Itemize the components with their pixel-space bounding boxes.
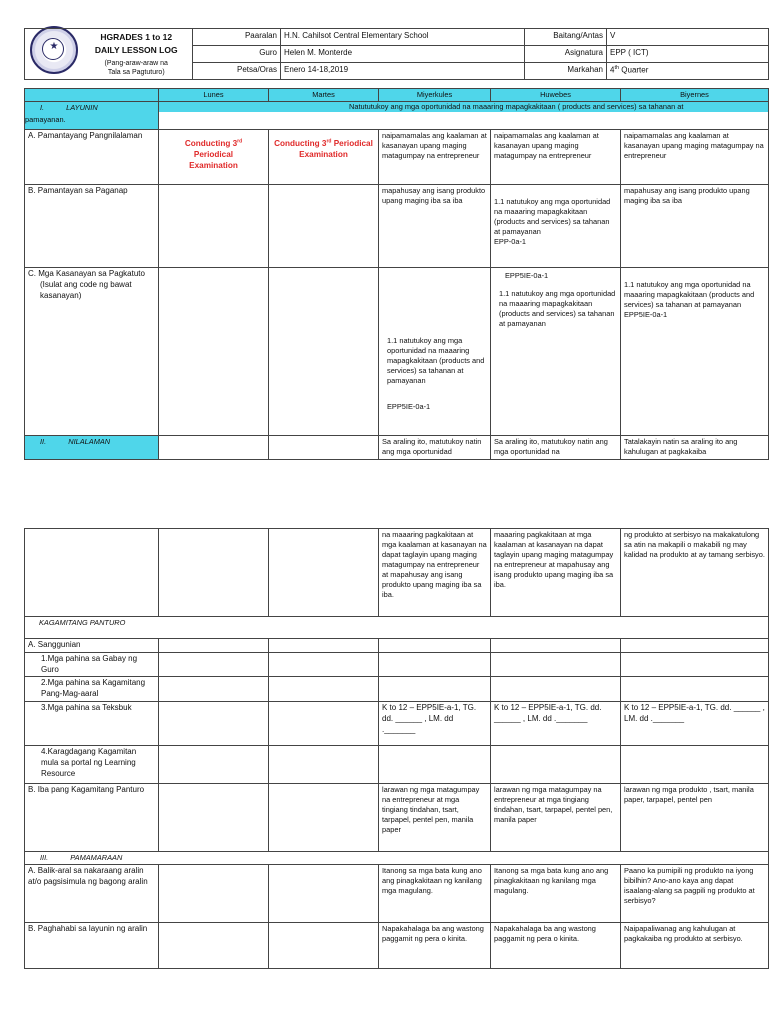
asignatura-value: EPP ( ICT) [607,45,769,62]
paghahabi-biyernes: Naipapaliwanag ang kahulugan at pagkakaiba ng produkto at serbisyo. [621,922,769,968]
pamantayang-text-huwebes: naipamamalas ang kaalaman at kasanayan upang maging matagumpay na entrepreneur [491,129,621,184]
pa-lunes [159,864,269,922]
balik-aral-label: A. Balik-aral sa nakaraang aralin at/o pagsisimula ng bagong aralin [25,864,159,922]
pamantayan-paganap-label: B. Pamantayan sa Paganap [25,184,159,267]
dll-subtitle-2: Tala sa Pagtuturo) [107,69,165,77]
baitang-label: Baitang/Antas [525,29,607,46]
paganap-martes [269,184,379,267]
balik-aral-miyerkules: Itanong sa mga bata kung ano ang pinagkakitaan ng kanilang mga magulang. [379,864,491,922]
day-header-huwebes: Huwebes [491,89,621,102]
iba-pang-kagamitan-label: B. Iba pang Kagamitang Panturo [25,783,159,851]
g2-martes [269,677,379,702]
header-table [24,28,769,80]
g1-martes [269,652,379,677]
lesson-log-title [81,29,193,80]
g2-biy [621,677,769,702]
day-header-martes: Martes [269,89,379,102]
petsa-value: Enero 14-18,2019 [281,62,525,79]
kasanayan-martes [269,267,379,435]
sang-martes [269,639,379,653]
nilalaman-header: II. NILALAMAN [25,435,159,459]
b-lunes [159,783,269,851]
guro-value: Helen M. Monterde [281,45,525,62]
nilalaman-lunes [159,435,269,459]
dll-subtitle-1: (Pang-araw-araw na [104,59,168,67]
g3-lunes [159,701,269,745]
pamantayang-text-biyernes: naipamamalas ang kaalaman at kasanayan upang maging matagumpay na entrepreneur [621,129,769,184]
layunin-header: I. LAYUNIN [25,101,159,129]
teksbuk-ref-huwebes: K to 12 – EPP5IE-a-1, TG. dd. ______ , LM. dd ._______ [491,701,621,745]
g2-miy [379,677,491,702]
g1-lunes [159,652,269,677]
iba-pang-kagamitan-huwebes: larawan ng mga matagumpay na entrepreneur at mga tingiang tindahan, tsart, tarpapel, pentel pen, manila paper [491,783,621,851]
paaralan-label: Paaralan [193,29,281,46]
lesson-table-page-1 [24,88,769,460]
g2-huw [491,677,621,702]
g1-miy [379,652,491,677]
paghahabi-miyerkules: Napakahalaga ba ang wastong paggamit ng pera o kinita. [379,922,491,968]
nilalaman-huwebes: Sa araling ito, matutukoy natin ang mga oportunidad na [491,435,621,459]
deped-seal-logo: ★ [30,26,78,74]
kasanayan-miyerkules: 1.1 natutukoy ang mga oportunidad na maaaring mapagkakitaan (products and services) sa tahanan at pamayanan EPP5IE-0a-1 [379,267,491,435]
nilalaman-miyerkules: Sa araling ito, matutukoy natin ang mga oportunidad [379,435,491,459]
kasanayan-huwebes: EPP5IE-0a-1 1.1 natutukoy ang mga oportunidad na maaaring mapagkakitaan (products and services) sa tahanan at pamayanan [491,267,621,435]
sang-huw [491,639,621,653]
cont-lunes [159,529,269,617]
iba-pang-kagamitan-miyerkules: larawan ng mga matagumpay na entrepreneur at mga tingiang tindahan, tsart, tarpapel, pentel pen, manila paper [379,783,491,851]
sanggunian-label: A. Sanggunian [25,639,159,653]
g1-huw [491,652,621,677]
kagamitang-panturo-header: KAGAMITANG PANTURO [25,617,769,639]
kasanayan-biyernes: 1.1 natutukoy ang mga oportunidad na maaaring mapagkakitaan (products and services) sa tahanan at pamayanan EPP5IE-0a-1 [621,267,769,435]
teksbuk-ref-miyerkules: K to 12 – EPP5IE-a-1, TG. dd. ______ , LM. dd ._______ [379,701,491,745]
nilalaman-martes [269,435,379,459]
pa-martes [269,864,379,922]
layunin-text: Natututukoy ang mga oportunidad na maaaring mapagkakitaan ( products and services) sa tahanan at pamayanan. [159,101,769,129]
dll-title: DAILY LESSON LOG [94,45,178,56]
pb-martes [269,922,379,968]
day-header-lunes: Lunes [159,89,269,102]
guro-label: Guro [193,45,281,62]
sang-lunes [159,639,269,653]
paganap-miyerkules: mapahusay ang isang produkto upang maging iba sa iba [379,184,491,267]
balik-aral-huwebes: Itanong sa mga bata kung ano ang pinagkakitaan ng kanilang mga magulang. [491,864,621,922]
nilalaman-biyernes: Tatalakayin natin sa araling ito ang kahulugan at pagkakaiba [621,435,769,459]
exam-note-lunes: Conducting 3rd Periodical Examination [159,129,269,184]
lesson-table-page-2 [24,528,769,969]
pb-lunes [159,922,269,968]
cont-miyerkules: na maaaring pagkakitaan at mga kaalaman at kasanayan na dapat taglayin upang maging matagumpay na entrepreneur at mapahusay ang isang produkto upang maging iba sa iba. [379,529,491,617]
g4-martes [269,745,379,783]
teksbuk-ref-biyernes: K to 12 – EPP5IE-a-1, TG. dd. ______ , LM. dd ._______ [621,701,769,745]
g4-lunes [159,745,269,783]
kagamitang-mag-aaral-label: 2.Mga pahina sa Kagamitang Pang-Mag-aaral [25,677,159,702]
pamantayang-text-miyerkules: naipamamalas ang kaalaman at kasanayan upang maging matagumpay na entrepreneur [379,129,491,184]
cont-huwebes: maaaring pagkakitaan at mga kaalaman at kasanayan na dapat taglayin upang maging matagumpay na entrepreneur at mapahusay ang isang produkto upang maging iba sa iba. [491,529,621,617]
b-martes [269,783,379,851]
cont-biyernes: ng produkto at serbisyo na makakatulong sa atin na makapili o makabili ng may kalidad na produkto at ay tamang serbisyo. [621,529,769,617]
pamantayang-pangnilalaman-label: A. Pamantayang Pangnilalaman [25,129,159,184]
grades-label: HGRADES 1 to 12 [100,32,173,42]
day-header-miyerkules: Miyerkules [379,89,491,102]
asignatura-label: Asignatura [525,45,607,62]
seal-cell [25,29,81,80]
petsa-label: Petsa/Oras [193,62,281,79]
balik-aral-biyernes: Paano ka pumipili ng produkto na iyong bibilhin? Ano-ano kaya ang dapat isaalang-alang sa pagpili ng produkto at serbisyo? [621,864,769,922]
markahan-label: Markahan [525,62,607,79]
exam-note-martes: Conducting 3rd Periodical Examination [269,129,379,184]
g4-miy [379,745,491,783]
gabay-guro-label: 1.Mga pahina sa Gabay ng Guro [25,652,159,677]
markahan-value: 4th Quarter [607,62,769,79]
g1-biy [621,652,769,677]
kasanayan-label: C. Mga Kasanayan sa Pagkatuto (Isulat ang code ng bawat kasanayan) [25,267,159,435]
sang-biy [621,639,769,653]
cont-label [25,529,159,617]
iba-pang-kagamitan-biyernes: larawan ng mga produkto , tsart, manila paper, tarpapel, pentel pen [621,783,769,851]
g2-lunes [159,677,269,702]
day-header-biyernes: Biyernes [621,89,769,102]
corner-cell [25,89,159,102]
sang-miy [379,639,491,653]
paaralan-value: H.N. Cahilsot Central Elementary School [281,29,525,46]
paghahabi-huwebes: Napakahalaga ba ang wastong paggamit ng pera o kinita. [491,922,621,968]
cont-martes [269,529,379,617]
teksbuk-label: 3.Mga pahina sa Teksbuk [25,701,159,745]
g4-huw [491,745,621,783]
paganap-lunes [159,184,269,267]
learning-resource-label: 4.Karagdagang Kagamitan mula sa portal ng Learning Resource [25,745,159,783]
g3-martes [269,701,379,745]
pamamaraan-header: III. PAMAMARAAN [25,851,769,864]
baitang-value: V [607,29,769,46]
paghahabi-label: B. Paghahabi sa layunin ng aralin [25,922,159,968]
paganap-huwebes: 1.1 natutukoy ang mga oportunidad na maaaring mapagkakitaan (products and services) sa tahanan at pamayanan EPP-0a-1 [491,184,621,267]
g4-biy [621,745,769,783]
kasanayan-lunes [159,267,269,435]
paganap-biyernes: mapahusay ang isang produkto upang maging iba sa iba [621,184,769,267]
